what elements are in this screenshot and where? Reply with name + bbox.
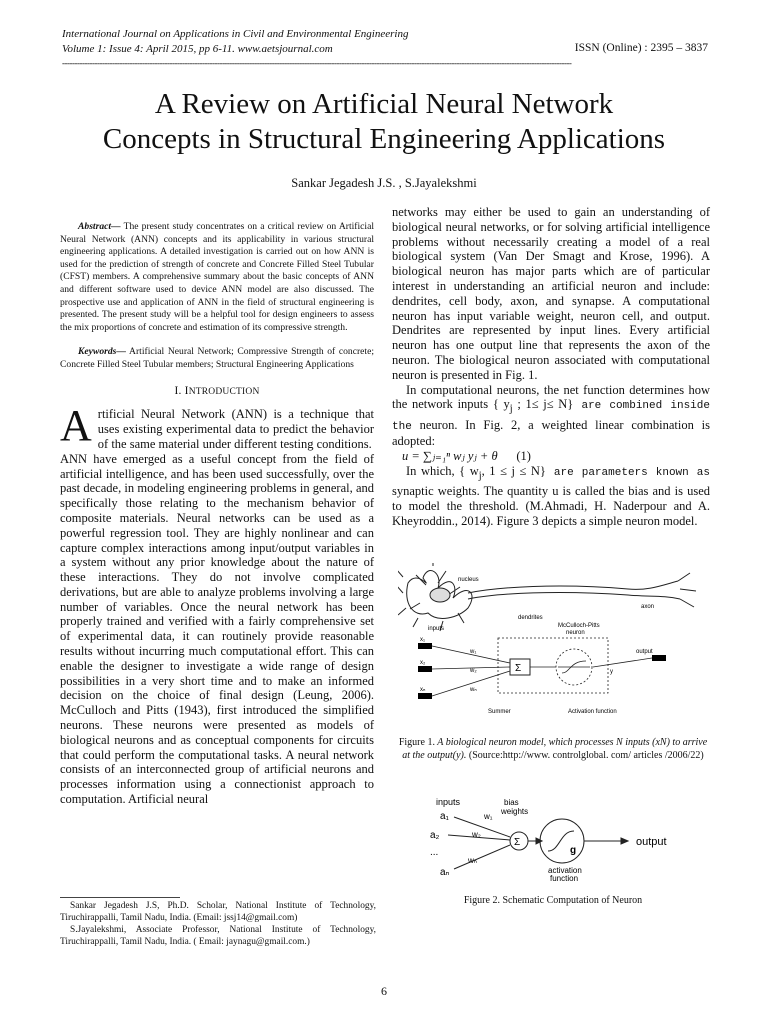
- p3-sub: j: [478, 470, 482, 482]
- equation-number: (1): [516, 449, 531, 464]
- right-paragraph-1: networks may either be used to gain an understanding of biological neural networks, or for solving artificial intelligence problems without necessarily creating a model of a real biological system (Van Der Smagt and Krose, 1996). A biological neuron has major parts which are of particular interest in understanding an artificial neuron and include: dendrites, cell body, axon, and synapse. A computational neuron has input variable weight, neuron cell, and output. Dendrites are represented by input lines. Every artificial neuron has one output line that represents the axon of the neuron. The biological neuron associated with computational neuron is presented in Fig. 1.: [392, 205, 710, 382]
- p3-text-a: In which, { w: [406, 464, 479, 479]
- network-lines: [432, 638, 652, 696]
- keywords-text: Artificial Neural Network; Compressive Strength of concrete; Concrete Filled Steel Tubular members; Structural Engineering Applications: [60, 346, 374, 370]
- label-inputs: inputs: [436, 797, 461, 807]
- section-numeral: I. I: [174, 384, 189, 397]
- label-summer: Summer: [488, 709, 511, 715]
- label-an: aₙ: [440, 867, 450, 878]
- right-paragraph-3: [392, 464, 710, 529]
- section-title: NTRODUCTION: [188, 386, 260, 397]
- p2-text-a: In computational neurons, the net function determines how the network inputs { y: [392, 382, 710, 412]
- footnote-author-2: S.Jayalekshmi, Associate Professor, National Institute of Technology, Tiruchirappalli, Tamil Nadu, India. ( Email: jaynagu@gmail.com.): [60, 925, 376, 947]
- intro-paragraph-2: ANN have emerged as a useful concept from the field of artificial intelligence, and has been used successfully, over the past decade, in modeling engineering problems in general, and specifically those relating to the mechanism behavior of composite materials. Neural networks can be used as a powerful regression tool. They are highly nonlinear and can capture complex interactions among input/output variables in a system without any prior knowledge about the nature of these interactions. They do not involve complicated derivations, but are able to analyze problems involving a large number of variables. Once the neural network has been properly trained and verified with a fairly comprehensive set of experimental data, it can routinely provide reasonable results without incurring much computational effort. This can enable the designer to investigate a wide range of design possibilities in a very short time and to make an informed decision on the choice of final design (Leung, 2006). McCulloch and Pitts (1943), first introduced the simplified neurons. These neurons were presented as models of biological neurons and as conceptual components for circuits that could perform the computational tasks. A neural network consists of an interconnected group of artificial neurons and processes information using a connectionist approach to computation. Artificial neural: [60, 451, 374, 807]
- footnote-rule: [60, 897, 180, 898]
- authors: Sankar Jegadesh J.S. , S.Jayalekshmi: [291, 176, 477, 190]
- keywords-label: Keywords—: [78, 346, 126, 358]
- drop-cap: A: [60, 401, 92, 451]
- equation-body: u = ∑ⱼ₌₁ⁿ wⱼ yⱼ + θ: [402, 449, 498, 464]
- label-inputs: inputs: [428, 626, 445, 632]
- label-a1: a₁: [440, 811, 449, 822]
- figure-2-caption: Figure 2. Schematic Computation of Neuron: [463, 895, 643, 906]
- p2-sub: j: [509, 403, 513, 415]
- page-number: 6: [381, 984, 387, 998]
- label-y: y: [610, 669, 613, 675]
- label-weights: weights: [501, 807, 529, 816]
- p3-text-c: are parameters known as: [545, 467, 710, 480]
- p2-text-c: are combined inside the: [392, 400, 710, 433]
- abstract: [60, 221, 374, 334]
- footnotes: [60, 900, 376, 948]
- bio-neuron-drawing: [398, 563, 696, 631]
- figure-1-biological-neuron: [398, 563, 698, 723]
- label-wn: wₙ: [470, 687, 477, 693]
- fig1-caption-italic: A biological neuron model, which processes N inputs (xN) to arrive at the output(y).: [402, 737, 708, 761]
- label-x1: x₁: [420, 637, 426, 643]
- issn: ISSN (Online) : 2395 – 3837: [574, 42, 708, 54]
- label-w2: w₂: [472, 830, 481, 839]
- fig1-caption-label: Figure 1.: [398, 737, 435, 748]
- label-w2: w₂: [470, 668, 477, 674]
- fig1-caption-source: (Source:http://www. controlglobal. com/ articles /2006/22): [466, 750, 704, 761]
- p2-text-d: neuron. In Fig. 2, a weighted linear combination is adopted:: [392, 417, 710, 449]
- equation-1: [392, 449, 710, 464]
- label-wn: wₙ: [468, 856, 477, 865]
- label-x2: x₂: [420, 660, 426, 666]
- figure-2-schematic-neuron: [424, 793, 714, 883]
- title-line-2: Concepts in Structural Engineering Applications: [102, 123, 666, 155]
- label-mcculloch-2: neuron: [566, 630, 585, 636]
- journal-name: International Journal on Applications in Civil and Environmental Engineering: [62, 28, 409, 40]
- intro-paragraph-1: [60, 401, 374, 451]
- label-dots: ...: [430, 847, 439, 858]
- label-output: output: [636, 649, 653, 655]
- label-w1: w₁: [470, 649, 477, 655]
- right-paragraph-2: [392, 383, 710, 450]
- journal-header: [62, 27, 408, 57]
- label-sigma: Σ: [514, 837, 521, 848]
- label-xn: xₙ: [420, 687, 426, 693]
- label-dendrites: dendrites: [518, 615, 543, 621]
- activation-node: [540, 819, 584, 863]
- paper-title: [40, 87, 728, 157]
- label-nucleus: nucleus: [458, 577, 479, 583]
- left-column: [60, 221, 374, 807]
- label-function: function: [550, 874, 579, 883]
- keywords: [60, 346, 374, 371]
- label-g: g: [570, 845, 577, 856]
- label-w1: w₁: [484, 812, 493, 821]
- p3-text-b: , 1 ≤ j ≤ N}: [481, 464, 546, 479]
- section-heading-introduction: [60, 384, 374, 400]
- abstract-text: The present study concentrates on a critical review on Artificial Neural Network (ANN) concepts and its applicability in various structural engineering applications. A detailed investigation is carried out on how ANN is used for the prediction of strength of concrete and Concrete Filled Steel Tubular (CFST) members. A comprehensive summary about the basic concepts of ANN and different software used to device ANN model are also discussed. The prospective use and application of ANN in the field of structural engineering is presented. The present study will be a helpful tool for design engineers to assess the mix proportions of concrete and estimation of its compressive strength.: [60, 221, 374, 333]
- label-axon: axon: [641, 604, 655, 610]
- p3-text-d: synaptic weights. The quantity u is called the bias and is used to model the threshold. (M.Ahmadi, H. Naderpour and A. Kheyroddin., 2014). Figure 3 depicts a simple neuron model.: [392, 484, 710, 528]
- label-mcculloch-1: McCulloch-Pitts: [558, 623, 600, 629]
- label-sigma: Σ: [515, 663, 522, 674]
- label-output: output: [636, 836, 667, 848]
- p2-text-b: ; 1≤ j≤ N}: [512, 397, 574, 412]
- label-activation: Activation function: [568, 709, 617, 715]
- figure-1-caption: [394, 736, 712, 762]
- journal-volume: Volume 1: Issue 4: April 2015, pp 6-11. www.aetsjournal.com: [62, 43, 333, 55]
- label-a2: a₂: [430, 830, 440, 841]
- title-line-1: A Review on Artificial Neural Network: [154, 88, 614, 120]
- label-activation: activation: [548, 866, 582, 875]
- footnote-author-1: Sankar Jegadesh J.S, Ph.D. Scholar, National Institute of Technology, Tiruchirappalli, Tamil Nadu, India. (Email: jssj14@gmail.com): [60, 901, 376, 923]
- label-bias: bias: [504, 798, 519, 807]
- right-column: [392, 205, 710, 529]
- abstract-label: Abstract—: [78, 221, 121, 232]
- header-divider: ------------------------------------------------------------------------------------------------------------------------------------------------------------------------------------------------------------: [62, 58, 572, 68]
- intro-text-1: rtificial Neural Network (ANN) is a technique that uses existing experimental data to predict the behavior of the same material under different testing conditions.: [97, 407, 374, 451]
